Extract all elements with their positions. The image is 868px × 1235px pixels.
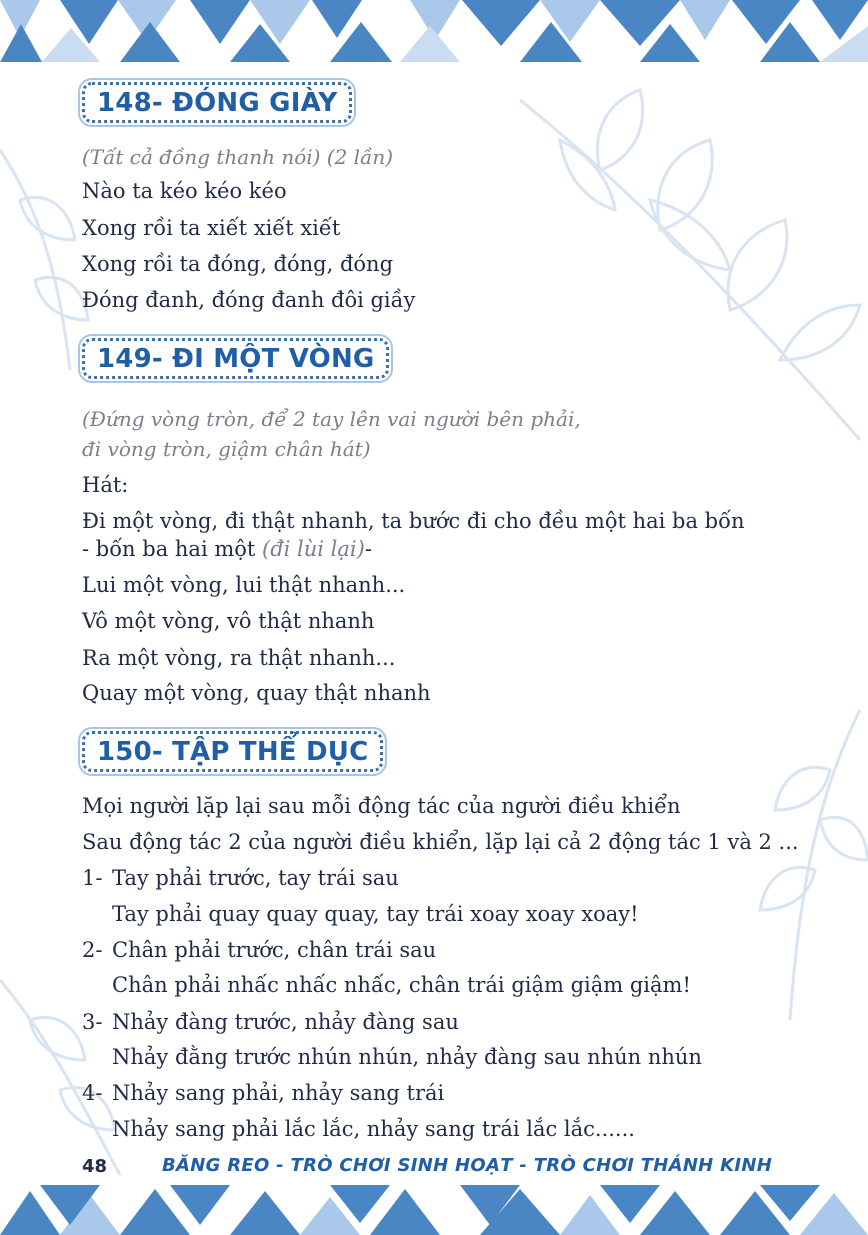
exercise-item-2-sub: Chân phải nhấc nhấc nhấc, chân trái giậm giậm giậm! (112, 973, 691, 997)
leaf-decoration-top-right (500, 60, 868, 460)
exercise-item-4-sub: Nhảy sang phải lắc lắc, nhảy sang trái lắc lắc...... (112, 1117, 635, 1141)
section-149-line-2-end: - (364, 537, 372, 561)
section-149-line-2 (82, 535, 372, 563)
section-149-line-3: Lui một vòng, lui thật nhanh... (82, 573, 406, 597)
exercise-item-2-text: Chân phải trước, chân trái sau (112, 938, 437, 962)
section-148-line-2: Xong rồi ta xiết xiết xiết (82, 216, 341, 240)
exercise-item-1-text: Tay phải trước, tay trái sau (112, 866, 399, 890)
exercise-item-1-sub: Tay phải quay quay quay, tay trái xoay xoay xoay! (112, 902, 639, 926)
section-149-line-5: Ra một vòng, ra thật nhanh... (82, 646, 396, 670)
top-triangle-band (0, 0, 868, 62)
section-148-line-4: Đóng đanh, đóng đanh đôi giầy (82, 288, 416, 312)
section-148-line-3: Xong rồi ta đóng, đóng, đóng (82, 252, 394, 276)
section-149-line-2-note: (đi lùi lại) (262, 537, 365, 561)
page-number: 48 (82, 1156, 108, 1177)
exercise-item-4-number: 4- (82, 1081, 103, 1105)
section-149-line-6: Quay một vòng, quay thật nhanh (82, 681, 431, 705)
exercise-item-3 (82, 1008, 459, 1036)
section-148-title: 148- ĐÓNG GIÀY (82, 82, 352, 123)
section-149-intro: Hát: (82, 473, 129, 497)
exercise-item-2 (82, 936, 436, 964)
section-149-line-4: Vô một vòng, vô thật nhanh (82, 609, 375, 633)
section-149-line-1: Đi một vòng, đi thật nhanh, ta bước đi cho đều một hai ba bốn (82, 509, 745, 533)
section-149-title: 149- ĐI MỘT VÒNG (82, 338, 389, 379)
section-149-note-1: (Đứng vòng tròn, để 2 tay lên vai người bên phải, (82, 407, 581, 431)
section-149-line-2-start: - bốn ba hai một (82, 537, 263, 561)
exercise-item-4-text: Nhảy sang phải, nhảy sang trái (112, 1081, 445, 1105)
leaf-decoration-left (0, 120, 90, 380)
exercise-item-3-text: Nhảy đàng trước, nhảy đàng sau (112, 1010, 459, 1034)
exercise-item-4 (82, 1079, 444, 1107)
footer-book-title: BĂNG REO - TRÒ CHƠI SINH HOẠT - TRÒ CHƠI THÁNH KINH (162, 1155, 773, 1176)
section-150-intro-2: Sau động tác 2 của người điều khiển, lặp lại cả 2 động tác 1 và 2 ... (82, 830, 799, 854)
exercise-item-2-number: 2- (82, 938, 103, 962)
section-148-line-1: Nào ta kéo kéo kéo (82, 179, 287, 203)
exercise-item-1-number: 1- (82, 866, 103, 890)
exercise-item-3-sub: Nhảy đằng trước nhún nhún, nhảy đàng sau nhún nhún (112, 1045, 702, 1069)
exercise-item-1 (82, 864, 399, 892)
leaf-decoration-bottom-right (720, 700, 868, 1030)
section-150-intro-1: Mọi người lặp lại sau mỗi động tác của người điều khiển (82, 794, 681, 818)
section-150-title: 150- TẬP THỂ DỤC (82, 731, 383, 772)
exercise-item-3-number: 3- (82, 1010, 103, 1034)
section-148-note: (Tất cả đồng thanh nói) (2 lần) (82, 145, 394, 169)
section-149-note-2: đi vòng tròn, giậm chân hát) (82, 437, 371, 461)
bottom-triangle-band (0, 1185, 868, 1235)
